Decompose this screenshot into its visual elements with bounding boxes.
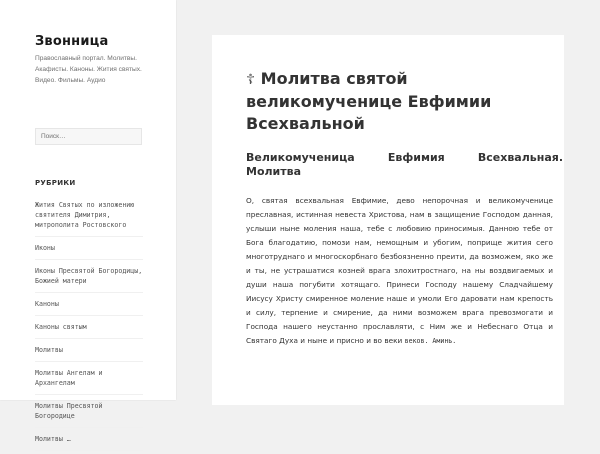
search-input[interactable] [35, 128, 142, 145]
prayer-ending: веков. Аминь. [404, 337, 457, 345]
subtitle-second-line: Молитва [246, 165, 302, 178]
subtitle-first-line [246, 151, 563, 165]
category-link[interactable]: Жития Святых по изложению святителя Димитрия, митрополита Ростовского [35, 197, 143, 237]
categories-list [35, 197, 143, 454]
category-link[interactable]: Молитвы [35, 342, 143, 362]
category-link[interactable]: Иконы [35, 240, 143, 260]
sidebar [0, 0, 176, 443]
subtitle-word: Всехвальная. [477, 151, 563, 164]
subtitle-word: Великомученица [246, 151, 355, 164]
subtitle-word: Евфимия [387, 151, 445, 164]
category-link[interactable]: Молитвы … [35, 431, 143, 451]
category-link[interactable]: Молитвы Ангелам и Архангелам [35, 365, 143, 395]
article-title-text: Молитва святой великомученице Евфимии Всехвальной [246, 69, 492, 133]
category-link[interactable]: Молитвы Пресвятой Богородице [35, 398, 143, 428]
orthodox-cross-icon: ☦ [246, 72, 256, 88]
category-link[interactable]: Каноны [35, 296, 143, 316]
site-description: Православный портал. Молитвы. Акафисты. Каноны. Жития святых. Видео. Фильмы. Аудио [35, 55, 142, 84]
prayer-body: О, святая всехвальная Евфимие, дево непорочная и великомученице преславная, истинная невеста Христова, нам в защищение Господом данная, услыши ныне моления наша, тебе с любовию приносимыя. Данною тебе от Бога благодатию, помози нам, немощным и убогим, поприще жития сего многотруднаго и многоскорбнаго безбоязненно преити, да возможем, яко же и ты, не устрашатися козней врага злохитростнаго, на ны воздвигаемых и души наша погубити хотящаго. Принеси Господу нашему Сладчайшему Иисусу Христу смиренное моление наше и умоли Его даровати нам крепость и силу, терпение и смирение, да ними возможем врага превозмогати и Господа нашего неустанно прославляти, с Ним же и Небеснаго Отца и Святаго Духа и ныне и присно и во веки [246, 196, 553, 345]
category-link[interactable]: Иконы Пресвятой Богородицы, Божией матери [35, 263, 143, 293]
site-title[interactable]: Звонница [35, 34, 109, 49]
categories-widget-title: РУБРИКИ [35, 179, 76, 187]
category-link[interactable]: Каноны святым [35, 319, 143, 339]
article-title [246, 68, 546, 135]
article-subtitle [246, 151, 563, 179]
prayer-text [246, 194, 553, 348]
